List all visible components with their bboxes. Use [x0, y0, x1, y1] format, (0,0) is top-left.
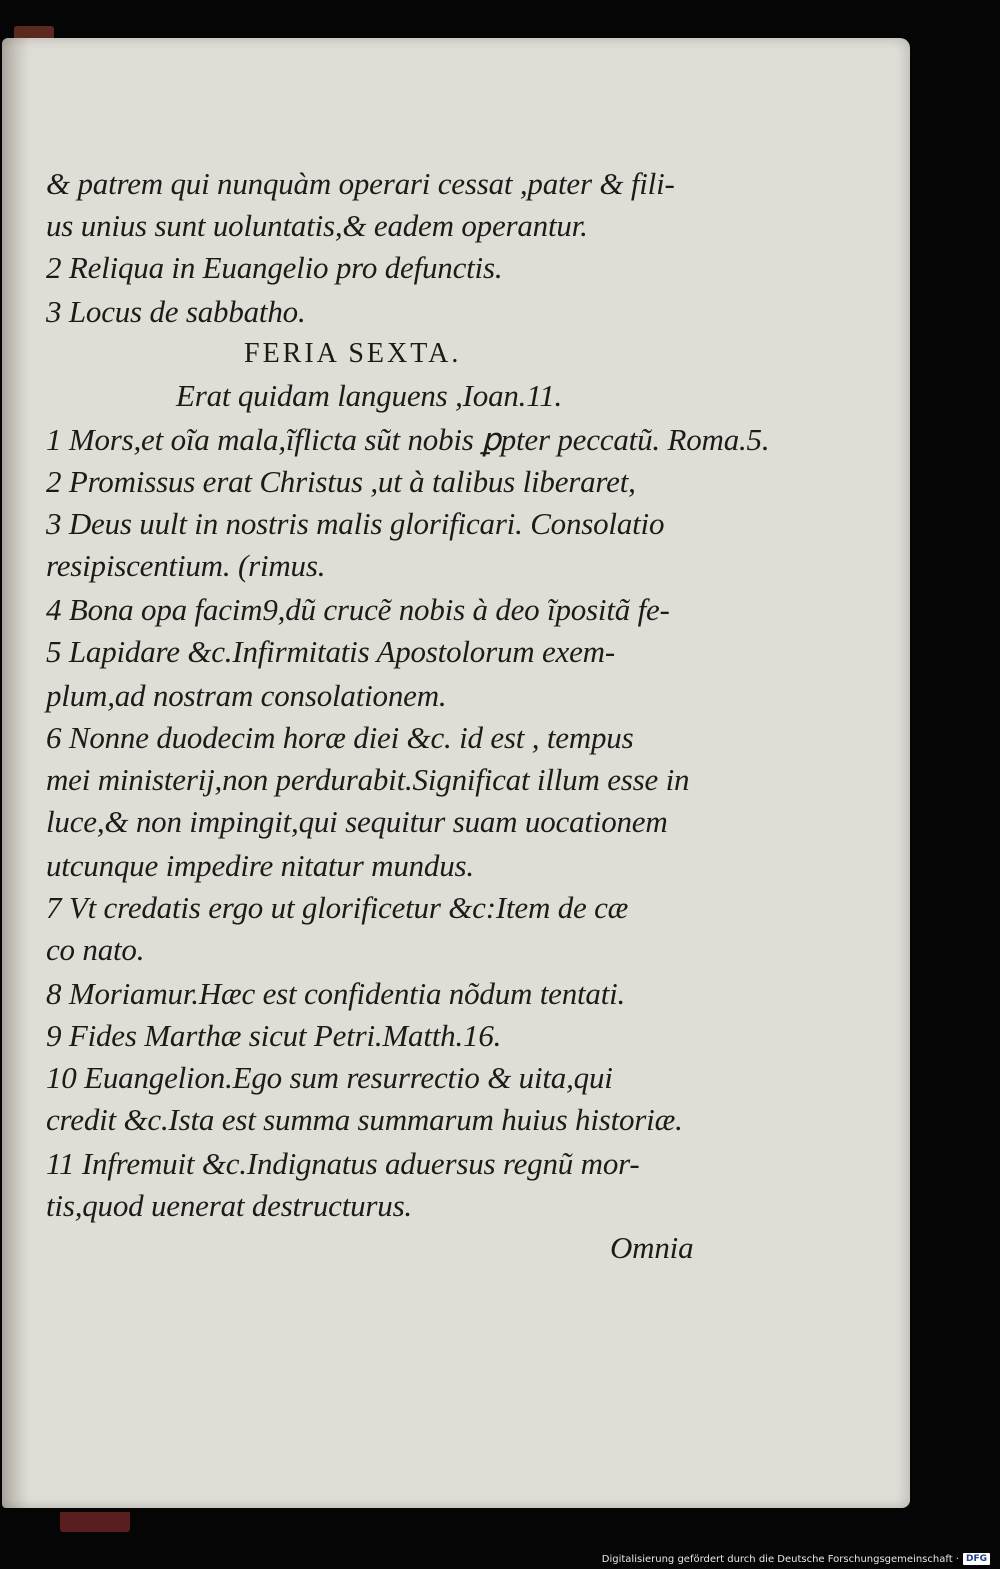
text-line: 3 Locus de sabbatho.	[46, 294, 306, 329]
text-line: 11 Infremuit &c.Indignatus aduersus regnũ mor-	[46, 1146, 640, 1181]
text-line: Erat quidam languens ,Ioan.11.	[176, 378, 563, 413]
text-line: co nato.	[46, 932, 145, 967]
text-line: plum,ad nostram consolationem.	[46, 678, 447, 713]
text-line: 3 Deus uult in nostris malis glorificari. Consolatio	[46, 506, 665, 541]
dfg-logo: DFG	[963, 1553, 990, 1565]
text-line: 7 Vt credatis ergo ut glorificetur &c:Item de cæ	[46, 890, 629, 925]
section-heading: FERIA SEXTA.	[244, 338, 462, 369]
text-line: 4 Bona opa facim9,dũ crucẽ nobis à deo ĩpositã fe-	[46, 592, 670, 627]
text-line: us unius sunt uoluntatis,& eadem operantur.	[46, 208, 588, 243]
text-line: 5 Lapidare &c.Infirmitatis Apostolorum exem-	[46, 634, 615, 669]
text-line: 6 Nonne duodecim horæ diei &c. id est , tempus	[46, 720, 634, 755]
spine-shadow	[2, 38, 30, 1508]
binding-edge-bottom	[60, 1512, 130, 1532]
text-line: credit &c.Ista est summa summarum huius historiæ.	[46, 1102, 683, 1137]
text-line: utcunque impedire nitatur mundus.	[46, 848, 474, 883]
text-line: & patrem qui nunquàm operari cessat ,pater & fili-	[46, 166, 675, 201]
credit-text: Digitalisierung gefördert durch die Deutsche Forschungsgemeinschaft ·	[601, 1553, 959, 1565]
text-line: 1 Mors,et oĩa mala,ĩflicta sũt nobis ꝑpter peccatũ. Roma.5.	[46, 422, 770, 457]
text-line: resipiscentium. (rimus.	[46, 548, 326, 583]
text-line: mei ministerij,non perdurabit.Significat illum esse in	[46, 762, 690, 797]
text-line: tis,quod uenerat destructurus.	[46, 1188, 412, 1223]
text-line: 10 Euangelion.Ego sum resurrectio & uita,qui	[46, 1060, 613, 1095]
digitization-credit	[602, 1551, 990, 1567]
book-page	[2, 38, 910, 1508]
text-line: luce,& non impingit,qui sequitur suam uocationem	[46, 804, 668, 839]
catchword: Omnia	[610, 1230, 694, 1265]
text-line: 2 Promissus erat Christus ,ut à talibus liberaret,	[46, 464, 636, 499]
text-line: 2 Reliqua in Euangelio pro defunctis.	[46, 250, 503, 285]
text-line: 9 Fides Marthæ sicut Petri.Matth.16.	[46, 1018, 502, 1053]
text-line: 8 Moriamur.Hæc est confidentia nõdum tentati.	[46, 976, 626, 1011]
